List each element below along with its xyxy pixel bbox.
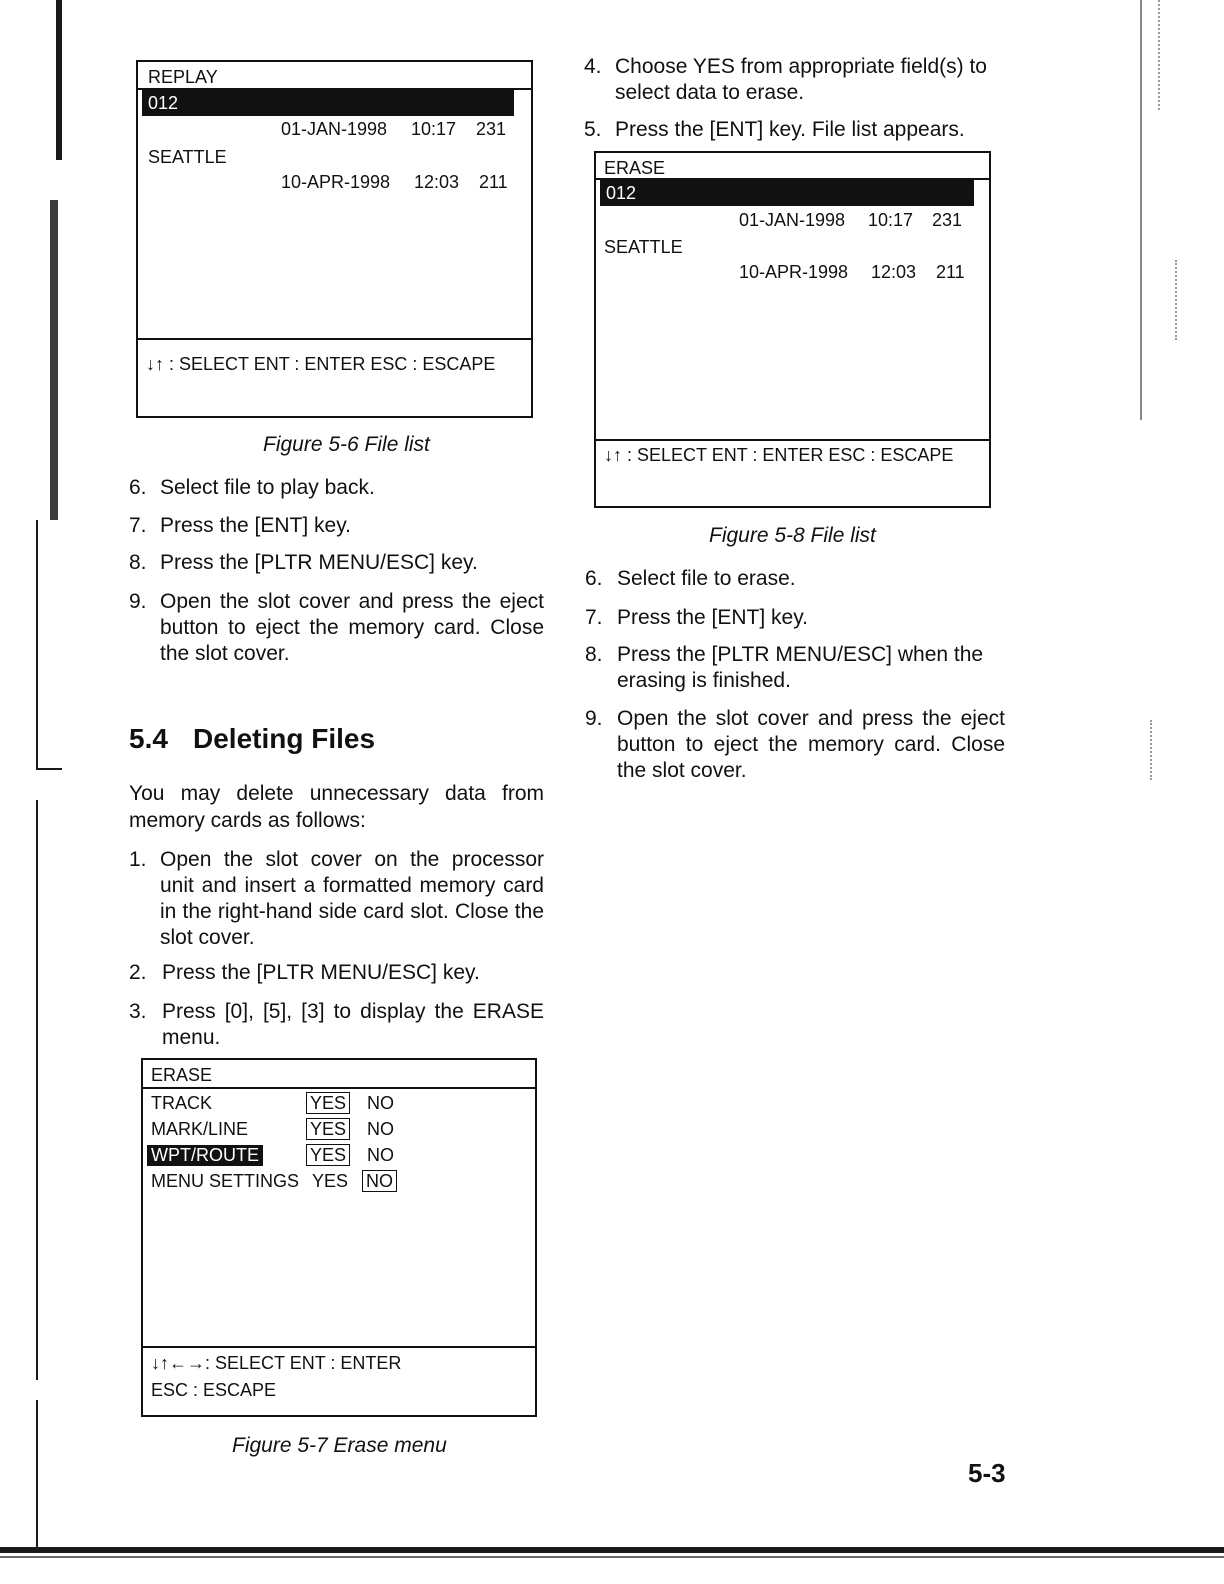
file-size: 211 — [479, 172, 508, 192]
erase-file-list-screen — [594, 151, 991, 508]
step-number: 6. — [129, 476, 147, 499]
binding-edge-mark — [36, 520, 38, 770]
scan-speckle — [1150, 720, 1152, 780]
step-text: Select file to erase. — [617, 567, 796, 590]
erase-menu-screen — [141, 1058, 537, 1417]
binding-edge-mark — [56, 0, 62, 160]
figure-caption: Figure 5-8 File list — [709, 524, 876, 547]
replay-file-list-screen — [136, 60, 533, 418]
no-option[interactable]: NO — [367, 1145, 394, 1165]
file-size: 211 — [936, 262, 965, 282]
step-text: Open the slot cover and press the eject button to eject the memory card. Close the slot cover. — [160, 590, 544, 665]
step-number: 1. — [129, 848, 147, 871]
file-date: 10-APR-1998 — [281, 172, 391, 192]
key-help-line2: ESC : ESCAPE — [151, 1380, 277, 1400]
binding-edge-mark — [50, 200, 58, 520]
step-number: 8. — [585, 643, 603, 666]
step-text: Open the slot cover and press the eject button to eject the memory card. Close the slot cover. — [617, 707, 1005, 782]
no-option[interactable]: NO — [367, 1119, 394, 1139]
step-text: Press the [ENT] key. File list appears. — [615, 118, 965, 141]
yes-option[interactable]: YES — [306, 1144, 350, 1166]
scan-speckle — [1175, 260, 1177, 340]
screen-divider — [596, 439, 989, 441]
file-size: 231 — [476, 119, 507, 139]
file-time: 12:03 — [414, 172, 460, 192]
file-time: 10:17 — [411, 119, 457, 139]
file-name[interactable]: SEATTLE — [148, 147, 227, 167]
no-option[interactable]: NO — [367, 1093, 394, 1113]
step-number: 9. — [585, 707, 603, 730]
step-text: Press the [PLTR MENU/ESC] when the erasing is finished. — [617, 643, 984, 692]
yes-option[interactable]: YES — [312, 1171, 349, 1191]
binding-edge-mark — [36, 800, 38, 1380]
step-text: Open the slot cover on the processor unit and insert a formatted memory card in the right-hand side card slot. Close the slot cover. — [160, 848, 544, 949]
step-number: 7. — [129, 514, 147, 537]
section-number: 5.4 — [129, 723, 168, 754]
file-name[interactable]: SEATTLE — [604, 237, 683, 257]
option-label: TRACK — [151, 1093, 213, 1113]
file-date: 01-JAN-1998 — [281, 119, 388, 139]
key-help: ↓↑ : SELECT ENT : ENTER ESC : ESCAPE — [604, 445, 954, 465]
step-number: 2. — [129, 961, 147, 984]
selected-file[interactable]: 012 — [142, 90, 514, 116]
step-text: Press [0], [5], [3] to display the ERASE menu. — [162, 1000, 544, 1049]
binding-edge-mark — [36, 768, 62, 770]
key-help: ↓↑ : SELECT ENT : ENTER ESC : ESCAPE — [146, 354, 496, 374]
screen-title: ERASE — [604, 158, 666, 178]
option-label: MENU SETTINGS — [151, 1171, 300, 1191]
file-time: 10:17 — [868, 210, 914, 230]
screen-divider — [138, 338, 531, 340]
bottom-rule — [0, 1547, 1224, 1553]
selected-file[interactable]: 012 — [600, 180, 974, 206]
key-help-line1: ↓↑←→: SELECT ENT : ENTER — [151, 1353, 402, 1373]
option-label-highlighted[interactable]: WPT/ROUTE — [147, 1145, 263, 1166]
step-text: Select file to play back. — [160, 476, 375, 499]
step-number: 4. — [584, 55, 602, 78]
step-text: Press the [ENT] key. — [160, 514, 351, 537]
scan-speckle — [1158, 0, 1160, 110]
step-number: 9. — [129, 590, 147, 613]
screen-divider — [143, 1346, 535, 1348]
option-label: MARK/LINE — [151, 1119, 249, 1139]
screen-divider — [143, 1087, 535, 1089]
section-title: Deleting Files — [193, 723, 376, 754]
no-option[interactable]: NO — [362, 1170, 397, 1192]
step-number: 5. — [584, 118, 602, 141]
step-text: Choose YES from appropriate field(s) to select data to erase. — [615, 55, 987, 104]
binding-edge-mark — [36, 1400, 38, 1550]
page-number: 5-3 — [968, 1458, 1006, 1488]
step-number: 6. — [585, 567, 603, 590]
step-number: 3. — [129, 1000, 147, 1023]
screen-title: REPLAY — [148, 67, 218, 87]
file-date: 10-APR-1998 — [739, 262, 849, 282]
figure-caption: Figure 5-7 Erase menu — [232, 1434, 447, 1457]
yes-option[interactable]: YES — [306, 1118, 350, 1140]
section-intro: You may delete unnecessary data from memory cards as follows: — [129, 782, 544, 832]
step-text: Press the [PLTR MENU/ESC] key. — [160, 551, 478, 574]
step-text: Press the [PLTR MENU/ESC] key. — [162, 961, 480, 984]
yes-option[interactable]: YES — [306, 1092, 350, 1114]
bottom-rule — [0, 1556, 1224, 1558]
scan-edge-line — [1140, 0, 1142, 420]
step-number: 7. — [585, 606, 603, 629]
figure-caption: Figure 5-6 File list — [263, 433, 430, 456]
file-size: 231 — [932, 210, 963, 230]
step-text: Press the [ENT] key. — [617, 606, 808, 629]
step-number: 8. — [129, 551, 147, 574]
file-date: 01-JAN-1998 — [739, 210, 846, 230]
screen-title: ERASE — [151, 1065, 213, 1085]
file-time: 12:03 — [871, 262, 917, 282]
